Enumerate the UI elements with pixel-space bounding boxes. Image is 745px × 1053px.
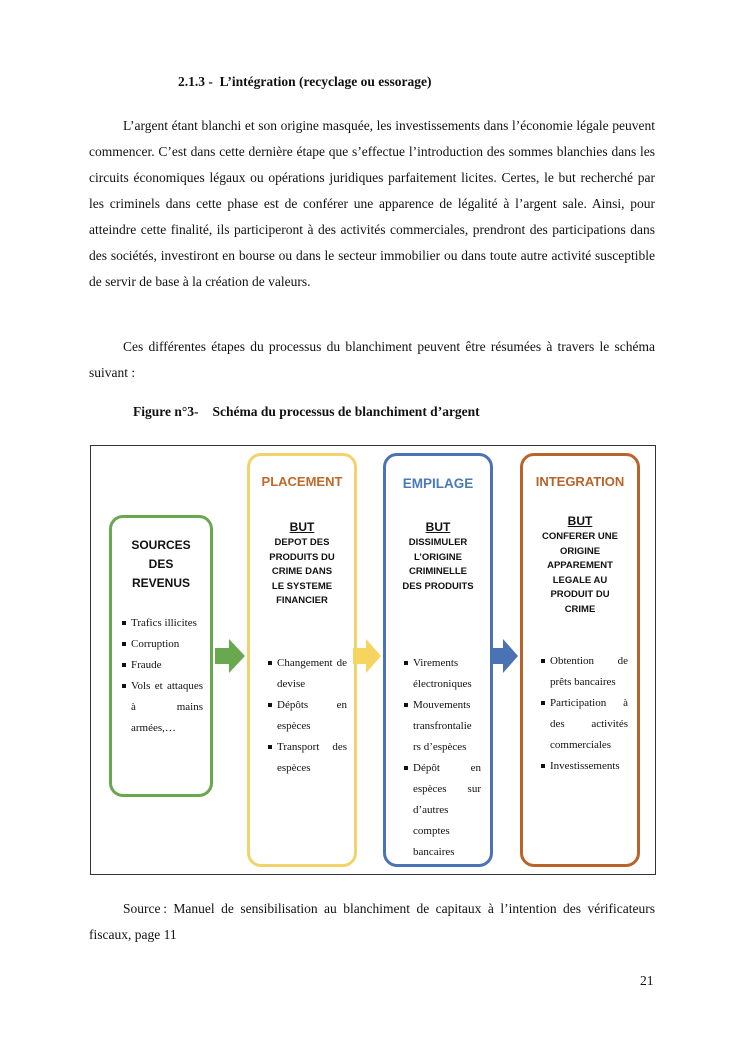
goal-line: PRODUITS DU	[269, 551, 335, 563]
goal-line: CRIME DANS	[271, 566, 333, 577]
integration-list	[540, 651, 628, 777]
section-heading: 2.1.3 - L’intégration (recyclage ou essorage)	[178, 74, 432, 89]
sources-list	[121, 613, 203, 739]
layering-title: EMPILAGE	[402, 476, 474, 491]
list-item: Trafics illicites	[121, 613, 203, 634]
goal-line: PRODUIT DU	[550, 589, 610, 600]
integration-box	[520, 453, 640, 867]
list-item: Dépôts en espèces	[267, 695, 347, 737]
arrow-blue-icon	[490, 639, 518, 673]
sources-title-line: SOURCES	[131, 538, 191, 552]
but-label: BUT	[289, 520, 315, 534]
arrow-green-icon	[215, 639, 245, 673]
placement-goal	[250, 520, 354, 609]
figure-title: Schéma du processus de blanchiment d’argent	[212, 404, 480, 419]
goal-line: LEGALE AU	[552, 574, 608, 586]
list-item: Participation à des activités commerciales	[540, 693, 628, 756]
list-item: Transport des espèces	[267, 737, 347, 779]
list-item: Vols et attaques à mains armées,…	[121, 676, 203, 739]
sources-box	[109, 515, 213, 797]
arrow-yellow-icon	[353, 639, 381, 673]
paragraph-integration: L’argent étant blanchi et son origine masquée, les investissements dans l’économie légale peuvent commencer. C’est dans cette dernière étape que s’effectue l’introduction des sommes blanchies dans les circuits économiques légaux ou opérations juridiques parfaitement licites. Certes, le but recherché par les criminels dans cette phase est de conférer une apparence de légalité à l’argent sale. Ainsi, pour atteindre cette finalité, ils participeront à des activités commerciales, prendront des participations dans des sociétés, investiront en bourse ou dans le secteur immobilier ou dans toute autre activité susceptible de servir de base à la création de valeurs.	[89, 118, 655, 289]
figure-caption	[133, 404, 480, 420]
layering-box	[383, 453, 493, 867]
list-item: Mouvements transfrontalie rs d’espèces	[403, 695, 481, 758]
but-label: BUT	[425, 520, 451, 534]
list-item: Dépôt en espèces sur d’autres comptes bancaires	[403, 758, 481, 863]
laundering-process-diagram	[90, 445, 656, 875]
list-item: Obtention de prêts bancaires	[540, 651, 628, 693]
paragraph-schema-intro: Ces différentes étapes du processus du blanchiment peuvent être résumées à travers le schéma suivant :	[89, 339, 655, 380]
integration-goal	[523, 514, 637, 617]
layering-goal	[386, 520, 490, 594]
sources-title	[112, 536, 210, 593]
list-item: Virements électroniques	[403, 653, 481, 695]
goal-line: APPAREMENT	[547, 560, 613, 571]
list-item: Fraude	[121, 655, 203, 676]
source-note: Source : Manuel de sensibilisation au blanchiment de capitaux à l’intention des vérificateurs fiscaux, page 11	[89, 901, 655, 942]
goal-line: DEPOT DES	[274, 537, 330, 548]
list-item: Investissements	[540, 756, 628, 777]
list-item: Corruption	[121, 634, 203, 655]
layering-list	[403, 653, 481, 863]
sources-title-line: REVENUS	[131, 576, 190, 590]
goal-line: DISSIMULER	[408, 537, 468, 548]
but-label: BUT	[567, 514, 593, 528]
goal-line: ORIGINE	[559, 545, 601, 557]
sources-title-line: DES	[148, 557, 174, 571]
placement-list	[267, 653, 347, 779]
goal-line: CRIME	[564, 603, 596, 615]
list-item: Changement de devise	[267, 653, 347, 695]
goal-line: FINANCIER	[276, 595, 328, 606]
goal-line: DES PRODUITS	[402, 580, 474, 592]
integration-title: INTEGRATION	[535, 474, 625, 489]
goal-line: LE SYSTEME	[271, 580, 333, 592]
page-number: 21	[640, 973, 654, 988]
placement-title: PLACEMENT	[261, 474, 343, 489]
figure-number: Figure n°3-	[133, 404, 199, 419]
placement-box	[247, 453, 357, 867]
goal-line: CRIMINELLE	[408, 566, 468, 577]
goal-line: L’ORIGINE	[413, 551, 463, 563]
goal-line: CONFERER UNE	[541, 531, 618, 542]
